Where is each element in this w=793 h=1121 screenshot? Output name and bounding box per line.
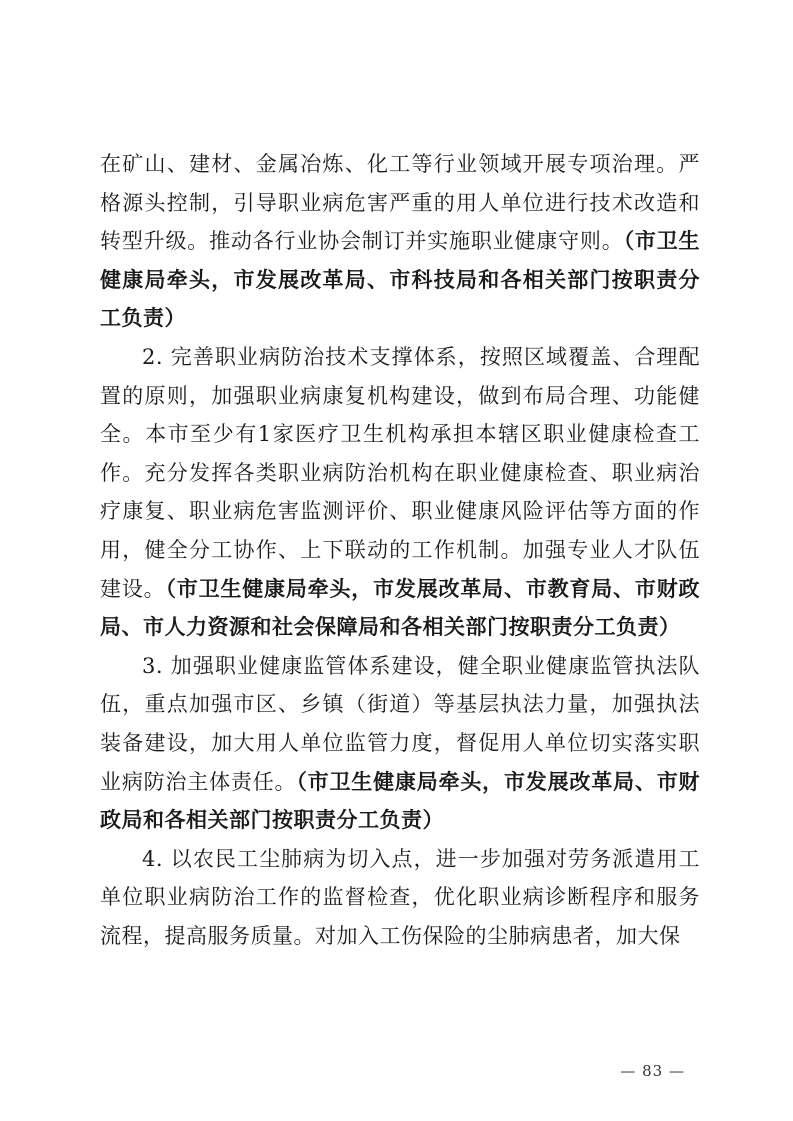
document-body [100,145,700,955]
paragraph-4 [100,840,700,956]
paragraph-1-text: 在矿山、建材、金属冶炼、化工等行业领域开展专项治理。严格源头控制，引导职业病危害严重的用人单位进行技术改造和转型升级。推动各行业协会制订并实施职业健康守则。 [100,152,700,254]
paragraph-2-text: 2. 完善职业病防治技术支撑体系，按照区域覆盖、合理配置的原则，加强职业病康复机构建设，做到布局合理、功能健全。本市至少有1家医疗卫生机构承担本辖区职业健康检查工作。充分发挥各类职业病防治机构在职业健康检查、职业病治疗康复、职业病危害监测评价、职业健康风险评估等方面的作用，健全分工协作、上下联动的工作机制。加强专业人才队伍建设。 [100,344,700,601]
paragraph-2-responsibility: （市卫生健康局牵头，市发展改革局、市教育局、市财政局、市人力资源和社会保障局和各相关部门按职责分工负责） [100,575,701,640]
paragraph-3-text: 3. 加强职业健康监管体系建设，健全职业健康监管执法队伍，重点加强市区、乡镇（街道）等基层执法力量，加强执法装备建设，加大用人单位监管力度，督促用人单位切实落实职业病防治主体责任。 [100,653,700,794]
paragraph-3-responsibility: （市卫生健康局牵头，市发展改革局、市财政局和各相关部门按职责分工负责） [100,768,701,833]
page-number: — 83 — [620,1062,685,1080]
paragraph-1-responsibility: （市卫生健康局牵头，市发展改革局、市科技局和各相关部门按职责分工负责） [100,228,701,331]
paragraph-1 [100,145,700,338]
paragraph-2 [100,338,700,647]
paragraph-4-text: 4. 以农民工尘肺病为切入点，进一步加强对劳务派遣用工单位职业病防治工作的监督检查，优化职业病诊断程序和服务流程，提高服务质量。对加入工伤保险的尘肺病患者，加大保 [100,846,700,948]
paragraph-3 [100,647,700,840]
